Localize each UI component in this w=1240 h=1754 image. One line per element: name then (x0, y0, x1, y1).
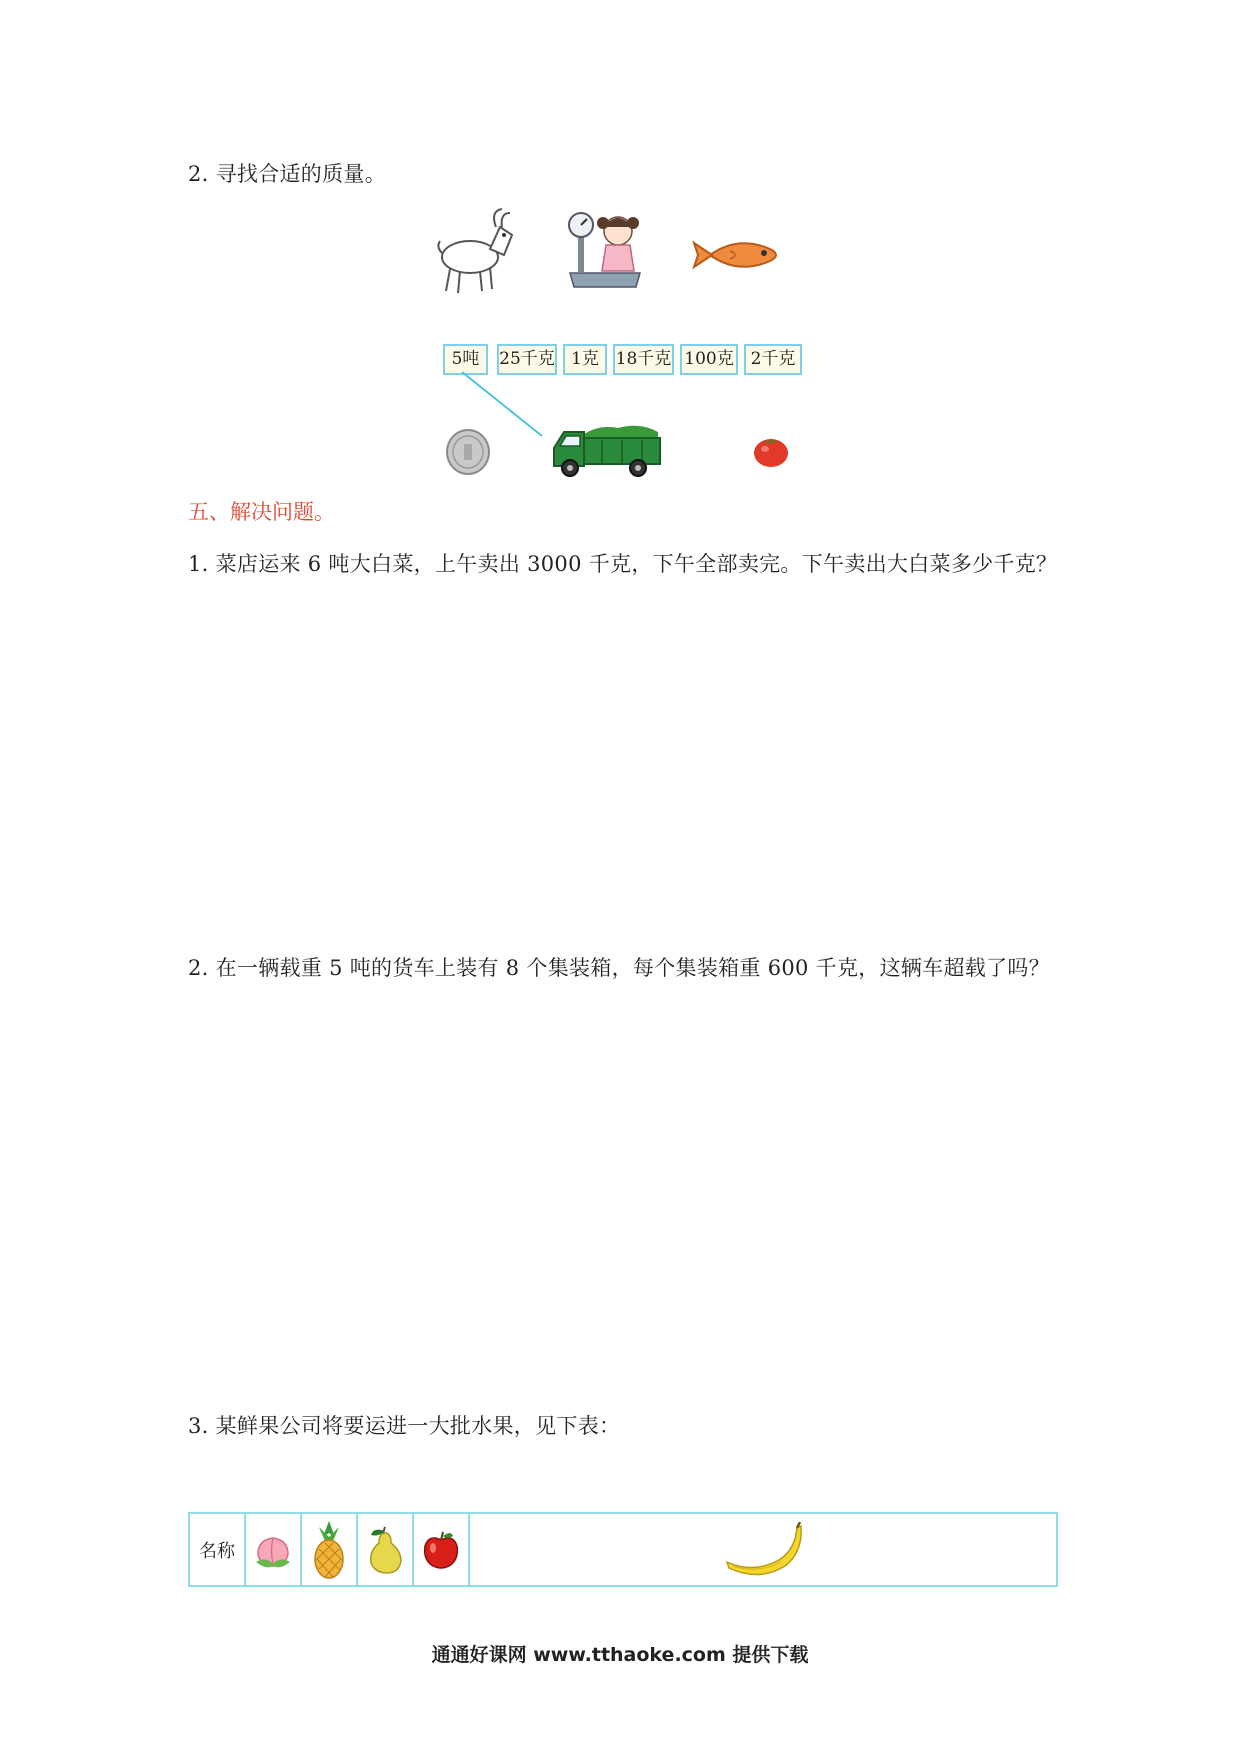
pineapple-icon (311, 1519, 347, 1581)
fruit-table (188, 1512, 1058, 1587)
goat-icon (432, 205, 517, 295)
apple-cell (414, 1514, 470, 1585)
banana-cell (470, 1514, 1056, 1585)
weight-1-g[interactable]: 1克 (563, 344, 607, 375)
problem-3: 3. 某鲜果公司将要运进一大批水果，见下表： (188, 1414, 621, 1438)
pineapple-cell (302, 1514, 358, 1585)
truck-icon (550, 420, 662, 478)
table-header-cell (190, 1514, 246, 1585)
page-footer: 通通好课网 www.tthaoke.com 提供下载 (431, 1644, 809, 1666)
problem-2: 2. 在一辆载重 5 吨的货车上装有 8 个集装箱，每个集装箱重 600 千克，这辆车超载了吗？ (188, 956, 1050, 980)
fish-icon (690, 235, 785, 275)
table-header-label: 名称 (199, 1540, 235, 1562)
weight-18-kg[interactable]: 18千克 (613, 344, 674, 375)
peach-cell (246, 1514, 302, 1585)
coin-icon (445, 428, 491, 476)
weight-5-ton[interactable]: 5吨 (443, 344, 488, 375)
q2-title: 2. 寻找合适的质量。 (188, 162, 387, 186)
peach-icon (252, 1530, 294, 1570)
apple-icon (421, 1530, 461, 1570)
section-5-title: 五、解决问题。 (188, 500, 335, 524)
pear-icon (365, 1525, 405, 1575)
weight-2-kg[interactable]: 2千克 (744, 344, 802, 375)
weight-25-kg[interactable]: 25千克 (497, 344, 557, 375)
pear-cell (358, 1514, 414, 1585)
banana-icon (723, 1522, 803, 1577)
girl-on-scale-icon (560, 203, 650, 291)
problem-1: 1. 菜店运来 6 吨大白菜，上午卖出 3000 千克，下午全部卖完。下午卖出大白菜多少千克？ (188, 552, 1058, 576)
tomato-icon (752, 432, 790, 468)
weight-100-g[interactable]: 100克 (680, 344, 738, 375)
